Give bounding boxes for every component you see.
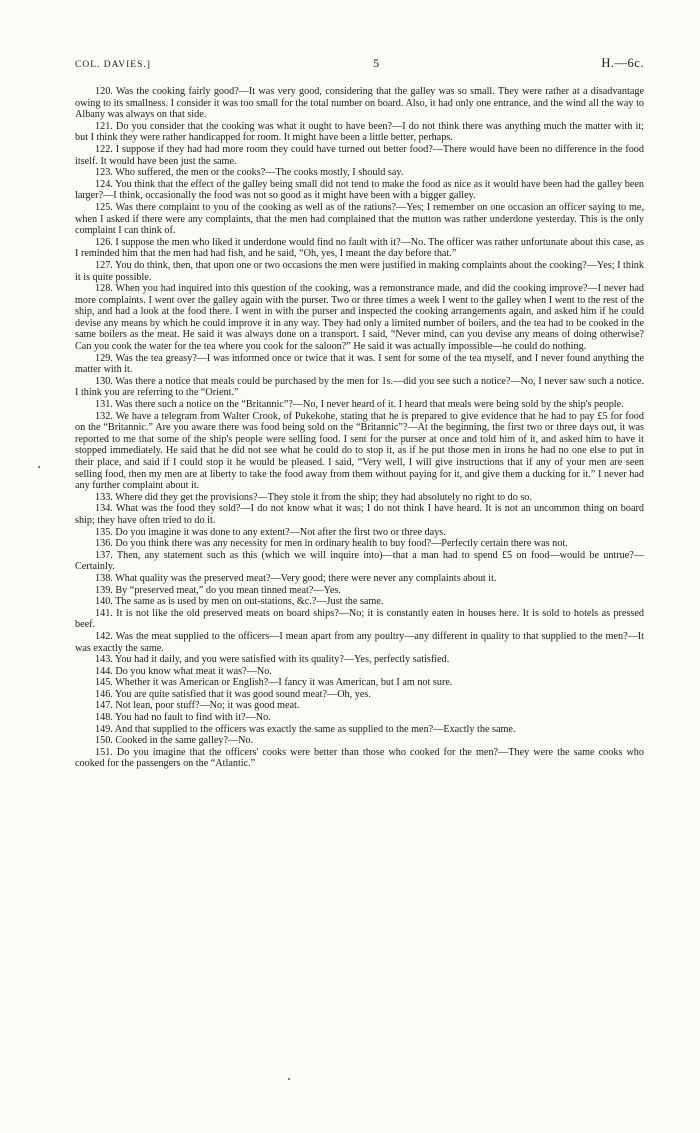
- testimony-paragraph: 133. Where did they get the provisions?—They stole it from the ship; they had absolutely no right to do so.: [95, 491, 532, 503]
- testimony-paragraph: 131. Was there such a notice on the “Britannic”?—No, I never heard of it. I heard that meals were being sold by the ship's people.: [95, 399, 624, 411]
- testimony-paragraph: 141. It is not like the old preserved meats on board ships?—No; it is constantly eaten in houses here. It is sold to hotels as pressed beef.: [75, 607, 644, 631]
- testimony-paragraph: 121. Do you consider that the cooking was what it ought to have been?—I do not think there was anything much the matter with it; but I think they were rather handicapped for room. It might have been a little better, perhaps.: [75, 120, 644, 144]
- testimony-paragraph: 140. The same as is used by men on out-stations, &c.?—Just the same.: [95, 596, 384, 608]
- testimony-paragraph: 122. I suppose if they had had more room they could have turned out better food?—There would have been no difference in the food itself. It would have been just the same.: [75, 143, 644, 167]
- document-reference: H.—6c.: [601, 56, 644, 70]
- testimony-paragraph: 150. Cooked in the same galley?—No.: [95, 735, 254, 747]
- testimony-paragraph: 145. Whether it was American or English?—I fancy it was American, but I am not sure.: [95, 677, 453, 689]
- testimony-paragraph: 130. Was there a notice that meals could be purchased by the men for 1s.—did you see such a notice?—No, I never saw such a notice. I think you are referring to the “Orient.”: [75, 375, 644, 399]
- page-header: [75, 56, 644, 82]
- testimony-paragraph: 149. And that supplied to the officers was exactly the same as supplied to the men?—Exactly the same.: [95, 723, 516, 735]
- testimony-paragraph: 126. I suppose the men who liked it underdone would find no fault with it?—No. The officer was rather unfortunate about this case, as I reminded him that the men had had fish, and he said, “Oh, yes, I meant the day before that.”: [75, 236, 644, 260]
- testimony-paragraph: 127. You do think, then, that upon one or two occasions the men were justified in making complaints about the cooking?—Yes; I think it is quite possible.: [75, 259, 644, 283]
- testimony-paragraph: 125. Was there complaint to you of the cooking as well as of the rations?—Yes; I remember on one occasion an officer saying to me, when I asked if there were any complaints, that the men had complained that the mutton was rather underdone yesterday. This is the only complaint I can think of.: [75, 201, 644, 237]
- testimony-paragraph: 129. Was the tea greasy?—I was informed once or twice that it was. I sent for some of the tea myself, and I never found anything the matter with it.: [75, 352, 644, 376]
- footer-dot: [288, 1078, 290, 1080]
- testimony-paragraph: 144. Do you know what meat it was?—No.: [95, 665, 272, 677]
- testimony-paragraph: 138. What quality was the preserved meat?—Very good; there were never any complaints about it.: [95, 572, 497, 584]
- margin-mark: [38, 466, 40, 468]
- testimony-paragraph: 123. Who suffered, the men or the cooks?—The cooks mostly, I should say.: [95, 167, 404, 179]
- testimony-paragraph: 151. Do you imagine that the officers' cooks were better than those who cooked for the men?—They were the same cooks who cooked for the passengers on the “Atlantic.”: [75, 746, 644, 770]
- testimony-paragraph: 136. Do you think there was any necessity for men in ordinary health to buy food?—Perfectly certain there was not.: [95, 538, 568, 550]
- testimony-paragraph: 135. Do you imagine it was done to any extent?—Not after the first two or three days.: [95, 526, 446, 538]
- testimony-paragraph: 146. You are quite satisfied that it was good sound meat?—Oh, yes.: [95, 688, 371, 700]
- testimony-paragraph: 128. When you had inquired into this question of the cooking, was a remonstrance made, and did the cooking improve?—I never had more complaints. I went over the galley again with the purser. Two or three times a week I went to the galley when I went to the rest of the ship, and had a look at the food there. I went in with the purser and inspected the cooking arrangements again, and asked him if he could devise any means by which he could improve it in any way. They had only a limited number of boilers, and the tea had to be cooked in the same boilers as the meat. He said it was always done on a transport. I said, “Never mind, can you devise any means of doing otherwise? Can you cook the water for the tea where you cook for the saloon?” He said it was actually impossible—he could do nothing.: [75, 283, 644, 353]
- testimony-paragraph: 120. Was the cooking fairly good?—It was very good, considering that the galley was so small. They were rather at a disadvantage owing to its smallness. I consider it was too small for the total number on board. Also, it had only one entrance, and the wind all the way to Albany was always on that side.: [75, 86, 644, 121]
- testimony-body: [75, 86, 644, 770]
- testimony-paragraph: 139. By “preserved meat,” do you mean tinned meat?—Yes.: [95, 584, 341, 596]
- testimony-paragraph: 142. Was the meat supplied to the officers—I mean apart from any poultry—any different in quality to that supplied to the men?—It was exactly the same.: [75, 630, 644, 654]
- header-author: COL. DAVIES.]: [75, 60, 151, 70]
- testimony-paragraph: 148. You had no fault to find with it?—No.: [95, 712, 271, 724]
- testimony-paragraph: 132. We have a telegram from Walter Crook, of Pukekohe, stating that he is prepared to give evidence that he had to pay £5 for food on the “Britannic.” Are you aware there was food being sold on the “Britannic”?—At the beginning, the first two or three days out, it was reported to me that some of the ship's people were selling food. I sent for the purser at once and told him of it, and asked him to have it stopped immediately. He said that he did not see what he could do to stop it, as if he put those men in irons he had no one else to put in their place, and said if I could stop it he would be pleased. I said, “Very well, I will give instructions that if any of your men are seen selling food, then my men are at liberty to take the food away from them without paying for it, and give them a ducking for it.” I never had any further complaint about it.: [75, 410, 644, 492]
- testimony-paragraph: 143. You had it daily, and you were satisfied with its quality?—Yes, perfectly satisfied.: [95, 654, 450, 666]
- testimony-paragraph: 147. Not lean, poor stuff?—No; it was good meat.: [95, 700, 300, 712]
- testimony-paragraph: 124. You think that the effect of the galley being small did not tend to make the food as nice as it would have been had the galley been larger?—I think, occasionally the food was not so good as it might have been with a bigger galley.: [75, 178, 644, 202]
- testimony-paragraph: 137. Then, any statement such as this (which we will inquire into)—that a man had to spend £5 on food—would be untrue?—Certainly.: [75, 549, 644, 573]
- page-number: 5: [373, 56, 380, 70]
- testimony-paragraph: 134. What was the food they sold?—I do not know what it was; I do not think I have heard. It is not an uncommon thing on board ship; they have often tried to do it.: [75, 503, 644, 526]
